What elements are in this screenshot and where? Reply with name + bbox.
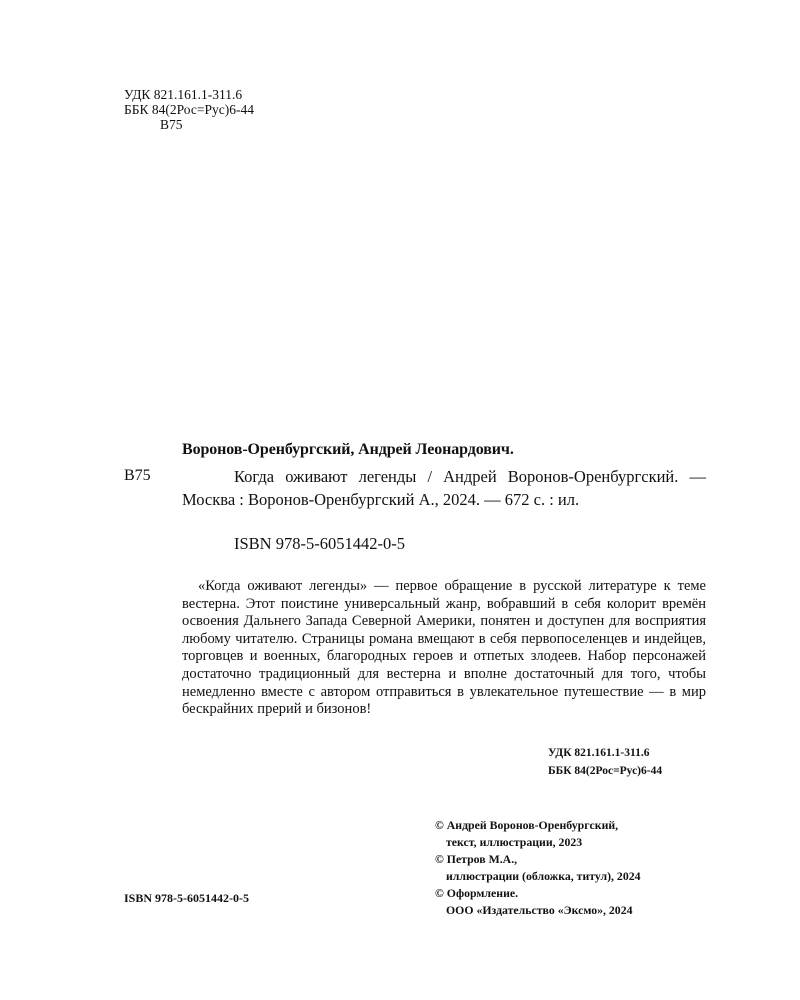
footer-bbk-code: ББК 84(2Рос=Рус)6-44 (548, 765, 663, 777)
copyright-illustrator-detail: иллюстрации (обложка, титул), 2024 (446, 869, 641, 883)
isbn-footer: ISBN 978-5-6051442-0-5 (124, 891, 249, 905)
footer-classification-codes (548, 744, 662, 780)
copyright-publisher: ООО «Издательство «Эксмо», 2024 (446, 903, 633, 917)
copyright-illustrator: © Петров М.А., (435, 852, 518, 866)
bib-author-sign: В75 (124, 467, 151, 484)
annotation-paragraph: «Когда оживают легенды» — первое обращение в русской литературе к теме вестерна. Этот поистине универсальный жанр, вобравший в себя колорит времён освоения Дальнего Запада Северной Америки, понятен и доступен для восприятия любому читателю. Страницы романа вмещают в себя первопоселенцев и индейцев, торговцев и военных, благородных героев и отпетых злодеев. Набор персонажей достаточно традиционный для вестерна и вполне достаточный для того, чтобы немедленно вместе с автором отправиться в увлекательное путешествие — в мир бескрайних прерий и бизонов! (182, 578, 706, 718)
copyright-author-detail: текст, иллюстрации, 2023 (446, 835, 583, 849)
copyright-design: © Оформление. (435, 886, 519, 900)
copyright-author: © Андрей Воронов-Оренбургский, (435, 818, 619, 832)
author-heading: Воронов-Оренбургский, Андрей Леонардович. (182, 441, 514, 458)
isbn-main: ISBN 978-5-6051442-0-5 (234, 534, 405, 553)
header-classification-codes (124, 87, 254, 132)
footer-udk-code: УДК 821.161.1-311.6 (548, 747, 650, 759)
udk-code: УДК 821.161.1-311.6 (124, 87, 243, 102)
author-sign: В75 (160, 117, 183, 132)
copyright-block (435, 817, 641, 919)
bibliographic-description: Когда оживают легенды / Андрей Воронов-Оренбургский. — Москва : Воронов-Оренбургский А., 2024. — 672 с. : ил. (182, 467, 706, 509)
bbk-code: ББК 84(2Рос=Рус)6-44 (124, 102, 254, 117)
